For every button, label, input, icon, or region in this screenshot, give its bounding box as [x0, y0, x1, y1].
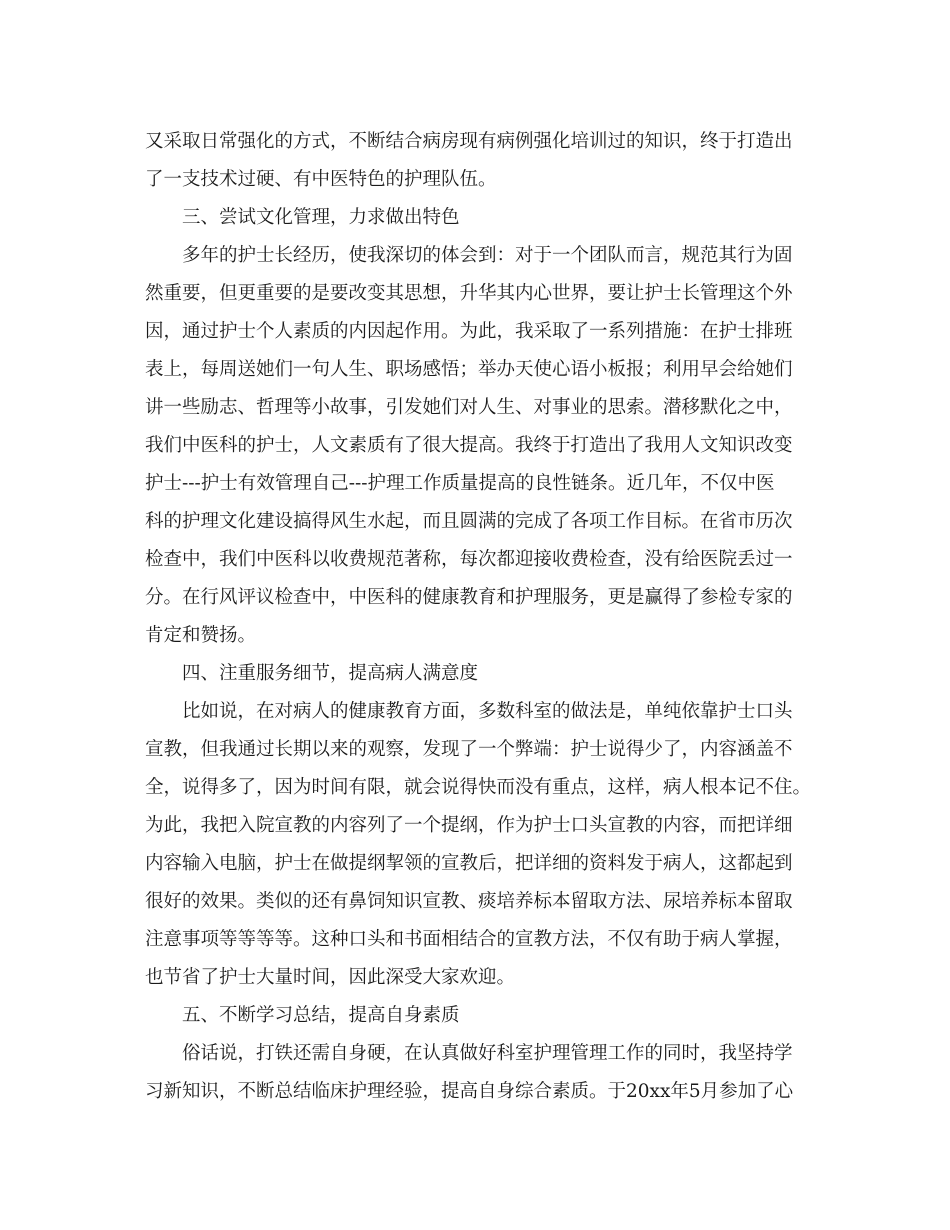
text-line: 了一支技术过硬、有中医特色的护理队伍。: [145, 169, 497, 190]
text-line: 注意事项等等等等。这种口头和书面相结合的宣教方法，不仅有助于病人掌握，: [145, 929, 793, 950]
section-heading: 四、注重服务细节，提高病人满意度: [182, 663, 479, 684]
text-line: 然重要，但更重要的是要改变其思想，升华其内心世界，要让护士长管理这个外: [145, 283, 793, 304]
text-line: 因，通过护士个人素质的内因起作用。为此，我采取了一系列措施：在护士排班: [145, 321, 793, 342]
text-line: 也节省了护士大量时间，因此深受大家欢迎。: [145, 967, 516, 988]
text-line: 多年的护士长经历，使我深切的体会到：对于一个团队而言，规范其行为固: [182, 245, 793, 266]
text-line: 又采取日常强化的方式，不断结合病房现有病例强化培训过的知识，终于打造出: [145, 131, 793, 152]
text-line: 科的护理文化建设搞得风生水起，而且圆满的完成了各项工作目标。在省市历次: [145, 511, 793, 532]
text-line: 习新知识，不断总结临床护理经验，提高自身综合素质。于20xx年5月参加了心: [145, 1081, 794, 1102]
text-line: 俗话说，打铁还需自身硬，在认真做好科室护理管理工作的同时，我坚持学: [182, 1043, 793, 1064]
text-line: 讲一些励志、哲理等小故事，引发她们对人生、对事业的思索。潜移默化之中，: [145, 397, 793, 418]
text-line: 我们中医科的护士，人文素质有了很大提高。我终于打造出了我用人文知识改变: [145, 435, 793, 456]
text-line: 肯定和赞扬。: [145, 625, 257, 646]
section-heading: 五、不断学习总结，提高自身素质: [182, 1005, 460, 1026]
text-line: 很好的效果。类似的还有鼻饲知识宣教、痰培养标本留取方法、尿培养标本留取: [145, 891, 793, 912]
text-line: 宣教，但我通过长期以来的观察，发现了一个弊端：护士说得少了，内容涵盖不: [145, 739, 793, 760]
text-line: 表上，每周送她们一句人生、职场感悟；举办天使心语小板报；利用早会给她们: [145, 359, 793, 380]
section-heading: 三、尝试文化管理，力求做出特色: [182, 207, 460, 228]
text-line: 分。在行风评议检查中，中医科的健康教育和护理服务，更是赢得了参检专家的: [145, 587, 793, 608]
text-line: 为此，我把入院宣教的内容列了一个提纲，作为护士口头宣教的内容，而把详细: [145, 815, 793, 836]
text-line: 护士---护士有效管理自己---护理工作质量提高的良性链条。近几年，不仅中医: [145, 473, 775, 494]
text-line: 检查中，我们中医科以收费规范著称，每次都迎接收费检查，没有给医院丢过一: [145, 549, 793, 570]
text-line: 比如说，在对病人的健康教育方面，多数科室的做法是，单纯依靠护士口头: [182, 701, 793, 722]
text-line: 内容输入电脑，护士在做提纲挈领的宣教后，把详细的资料发于病人，这都起到: [145, 853, 793, 874]
text-line: 全，说得多了，因为时间有限，就会说得快而没有重点，这样，病人根本记不住。: [145, 777, 812, 798]
